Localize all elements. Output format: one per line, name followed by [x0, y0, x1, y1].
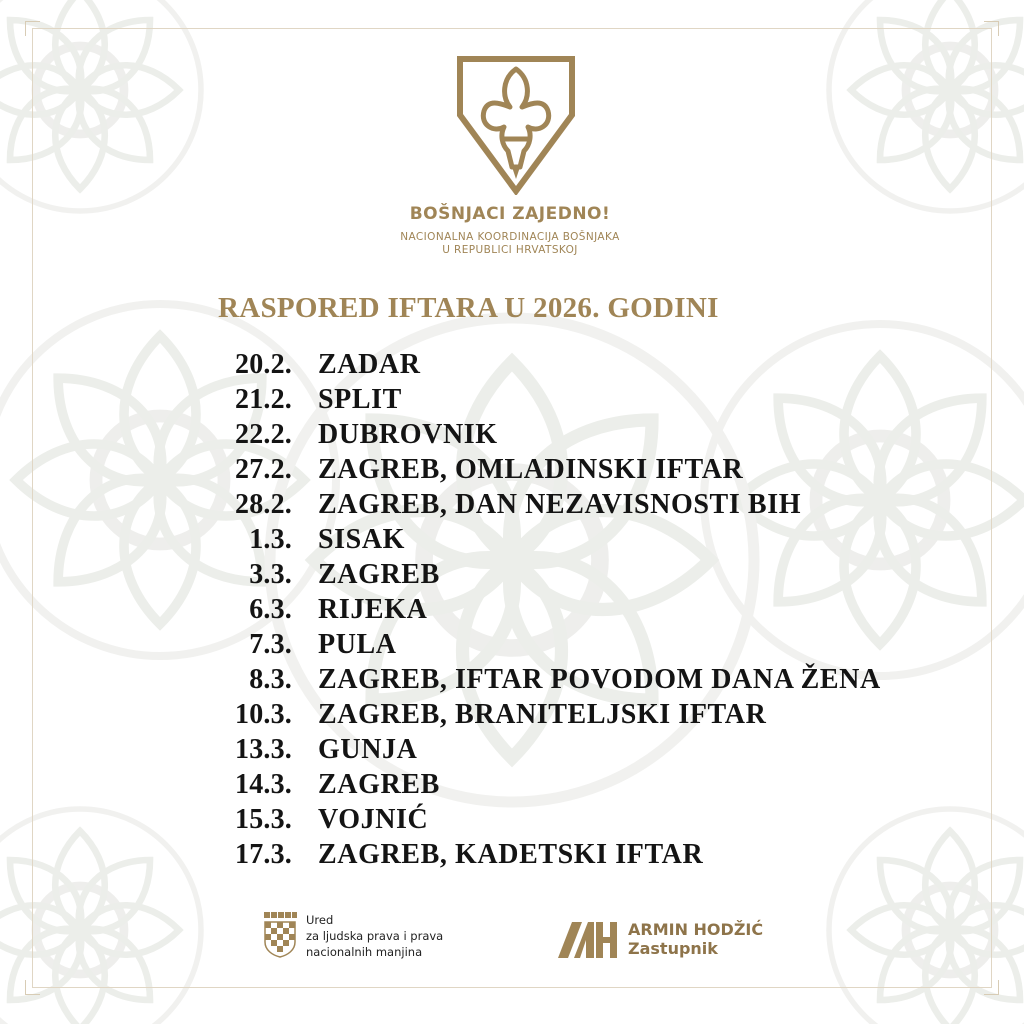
organization-subtitle: U REPUBLICI HRVATSKOJ	[442, 244, 578, 256]
list-item	[200, 382, 881, 417]
event-place: ZADAR	[318, 348, 421, 380]
representative-credit	[556, 918, 763, 960]
event-date: 20.2.	[235, 348, 292, 380]
iftar-schedule	[200, 347, 881, 872]
frame-corner	[984, 21, 999, 36]
event-place: ZAGREB, BRANITELJSKI IFTAR	[318, 698, 767, 730]
armin-hodzic-logo-icon	[556, 918, 620, 960]
office-name: nacionalnih manjina	[306, 945, 423, 959]
organization-name: BOŠNJACI ZAJEDNO!	[409, 204, 611, 224]
event-date: 22.2.	[235, 418, 292, 450]
list-item	[200, 487, 881, 522]
list-item	[200, 837, 881, 872]
frame-corner	[25, 980, 40, 995]
croatian-coat-of-arms-icon	[262, 912, 298, 958]
event-place: ZAGREB, KADETSKI IFTAR	[318, 838, 704, 870]
event-date: 17.3.	[235, 838, 292, 870]
organization-subtitle: NACIONALNA KOORDINACIJA BOŠNJAKA	[400, 231, 620, 243]
event-place: GUNJA	[318, 733, 418, 765]
representative-name: ARMIN HODŽIĆ	[628, 920, 764, 939]
list-item	[200, 557, 881, 592]
office-credit	[262, 912, 443, 960]
list-item	[200, 802, 881, 837]
representative-role: Zastupnik	[628, 939, 718, 958]
page-title: RASPORED IFTARA U 2026. GODINI	[218, 292, 719, 324]
event-place: ZAGREB	[318, 768, 440, 800]
event-place: DUBROVNIK	[318, 418, 498, 450]
frame-corner	[25, 21, 40, 36]
list-item	[200, 522, 881, 557]
event-date: 28.2.	[235, 488, 292, 520]
list-item	[200, 697, 881, 732]
event-place: ZAGREB, OMLADINSKI IFTAR	[318, 453, 744, 485]
list-item	[200, 627, 881, 662]
event-place: SPLIT	[318, 383, 402, 415]
event-date: 8.3.	[249, 663, 292, 695]
event-date: 10.3.	[235, 698, 292, 730]
office-name: Ured	[306, 913, 334, 927]
shield-fleur-de-lis-icon	[456, 55, 576, 195]
event-date: 13.3.	[235, 733, 292, 765]
event-place: VOJNIĆ	[318, 803, 429, 835]
event-place: ZAGREB, IFTAR POVODOM DANA ŽENA	[318, 663, 881, 695]
event-date: 21.2.	[235, 383, 292, 415]
event-date: 15.3.	[235, 803, 292, 835]
list-item	[200, 732, 881, 767]
event-date: 7.3.	[249, 628, 292, 660]
event-date: 14.3.	[235, 768, 292, 800]
event-place: ZAGREB	[318, 558, 440, 590]
event-date: 6.3.	[249, 593, 292, 625]
frame-corner	[984, 980, 999, 995]
list-item	[200, 452, 881, 487]
list-item	[200, 592, 881, 627]
event-date: 1.3.	[249, 523, 292, 555]
list-item	[200, 417, 881, 452]
list-item	[200, 767, 881, 802]
list-item	[200, 662, 881, 697]
office-name: za ljudska prava i prava	[306, 929, 444, 943]
event-place: SISAK	[318, 523, 406, 555]
event-date: 3.3.	[249, 558, 292, 590]
list-item	[200, 347, 881, 382]
event-place: ZAGREB, DAN NEZAVISNOSTI BIH	[318, 488, 802, 520]
event-place: RIJEKA	[318, 593, 428, 625]
event-date: 27.2.	[235, 453, 292, 485]
event-place: PULA	[318, 628, 397, 660]
